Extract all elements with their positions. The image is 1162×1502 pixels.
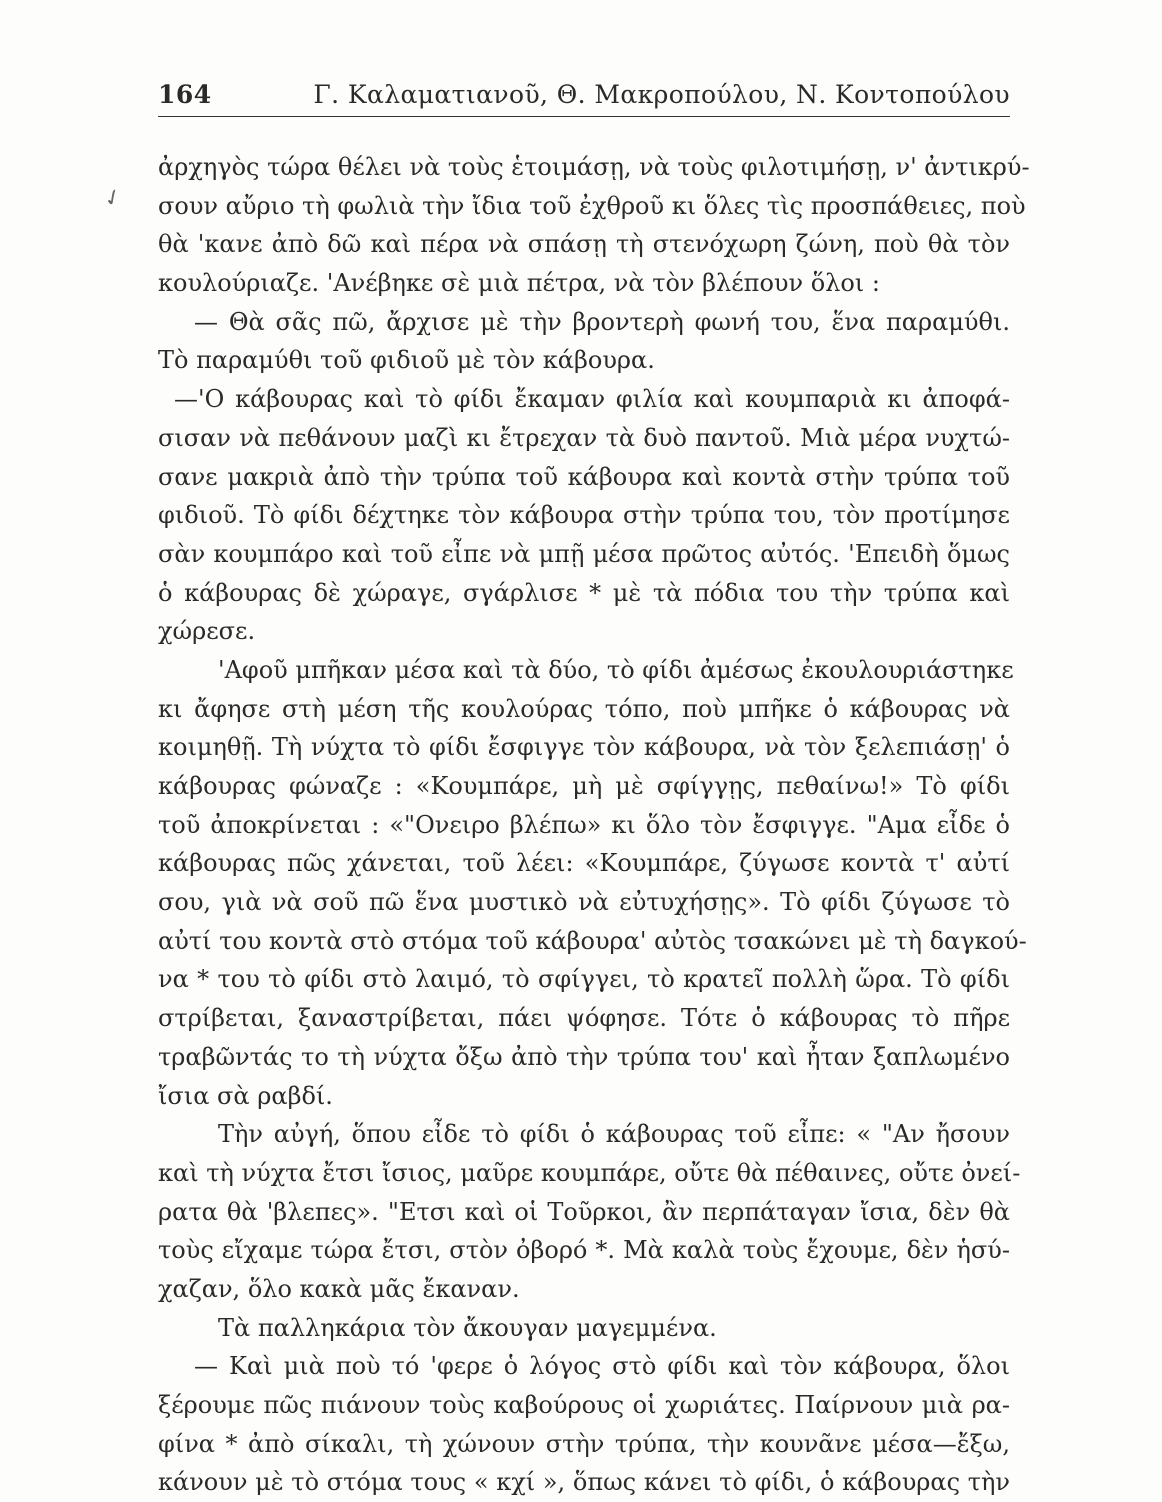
text-line: χώρεσε.	[158, 617, 256, 646]
text-line: Τὴν αὐγή, ὅπου εἶδε τὸ φίδι ὁ κάβουρας τοῦ εἶπε: « "Αν ἤσουν	[218, 1120, 1010, 1149]
text-line: κάνουν μὲ τὸ στόμα τους « κχί », ὅπως κάνει τὸ φίδι, ὁ κάβουρας τὴν	[158, 1468, 1010, 1497]
text-line: φίνα * ἀπὸ σίκαλι, τὴ χώνουν στὴν τρύπα, τὴν κουνᾶνε μέσα—ἔξω,	[158, 1429, 1010, 1458]
text-line: τοῦ ἀποκρίνεται : «"Ονειρο βλέπω» κι ὅλο τὸν ἔσφιγγε. "Αμα εἶδε ὁ	[158, 810, 1010, 839]
text-line: σουν αὔριο τὴ φωλιὰ τὴν ἴδια τοῦ ἐχθροῦ κι ὅλες τὶς προσπάθειες, ποὺ	[158, 191, 1026, 220]
body-text	[158, 148, 1030, 1502]
text-line: 'Αφοῦ μπῆκαν μέσα καὶ τὰ δύο, τὸ φίδι ἀμέσως ἐκουλουριάστηκε	[218, 655, 1014, 684]
text-line: σισαν νὰ πεθάνουν μαζὶ κι ἔτρεχαν τὰ δυὸ παντοῦ. Μιὰ μέρα νυχτώ-	[158, 423, 1010, 452]
page-header	[158, 72, 1010, 117]
text-line: —'Ο κάβουρας καὶ τὸ φίδι ἔκαμαν φιλία καὶ κουμπαριὰ κι ἀποφά-	[174, 385, 1010, 414]
text-line: φιδιοῦ. Τὸ φίδι δέχτηκε τὸν κάβουρα στὴν τρύπα του, τὸν προτίμησε	[158, 501, 1010, 530]
text-line: Τὸ παραμύθι τοῦ φιδιοῦ μὲ τὸν κάβουρα.	[158, 346, 655, 375]
text-line: — Θὰ σᾶς πῶ, ἄρχισε μὲ τὴν βροντερὴ φωνή του, ἕνα παραμύθι.	[194, 307, 1010, 336]
text-line: κάβουρας φώναζε : «Κουμπάρε, μὴ μὲ σφίγγῃς, πεθαίνω!» Τὸ φίδι	[158, 772, 1010, 800]
text-line: στρίβεται, ξαναστρίβεται, πάει ψόφησε. Τότε ὁ κάβουρας τὸ πῆρε	[158, 1004, 1010, 1033]
text-line: σανε μακριὰ ἀπὸ τὴν τρύπα τοῦ κάβουρα καὶ κοντὰ στὴν τρύπα τοῦ	[158, 462, 1010, 491]
text-line: Τὰ παλληκάρια τὸν ἄκουγαν μαγεμμένα.	[218, 1313, 717, 1342]
text-line: τοὺς εἴχαμε τώρα ἔτσι, στὸν ὀβορό *. Μὰ καλὰ τοὺς ἔχουμε, δὲν ἡσύ-	[158, 1236, 1010, 1265]
text-line: ἴσια σὰ ραβδί.	[158, 1081, 333, 1110]
text-line: σου, γιὰ νὰ σοῦ πῶ ἕνα μυστικὸ νὰ εὐτυχήσῃς». Τὸ φίδι ζύγωσε τὸ	[158, 888, 1010, 917]
text-line: ὁ κάβουρας δὲ χώραγε, σγάρλισε * μὲ τὰ πόδια του τὴν τρύπα καὶ	[158, 578, 1010, 607]
text-line: ρατα θὰ 'βλεπες». "Ετσι καὶ οἱ Τοῦρκοι, ἂν περπάταγαν ἴσια, δὲν θὰ	[158, 1197, 1010, 1226]
text-line: αὐτί του κοντὰ στὸ στόμα τοῦ κάβουρα' αὐτὸς τσακώνει μὲ τὴ δαγκού-	[158, 926, 1027, 955]
text-line: ξέρουμε πῶς πιάνουν τοὺς καβούρους οἱ χωριάτες. Παίρνουν μιὰ ρα-	[158, 1391, 1010, 1419]
text-line: κάβουρας πῶς χάνεται, τοῦ λέει: «Κουμπάρε, ζύγωσε κοντὰ τ' αὐτί	[158, 849, 1010, 878]
text-line: κουλούριαζε. 'Ανέβηκε σὲ μιὰ πέτρα, νὰ τὸν βλέπουν ὅλοι :	[158, 269, 880, 298]
text-line: χαζαν, ὅλο κακὰ μᾶς ἔκαναν.	[158, 1274, 520, 1303]
text-line: κοιμηθῇ. Τὴ νύχτα τὸ φίδι ἔσφιγγε τὸν κάβουρα, νὰ τὸν ξελεπιάσῃ' ὁ	[158, 733, 1010, 762]
text-line: σὰν κουμπάρο καὶ τοῦ εἶπε νὰ μπῇ μέσα πρῶτος αὐτός. 'Επειδὴ ὅμως	[158, 539, 1010, 568]
margin-check-mark: ✓	[99, 183, 127, 214]
text-line: θὰ 'κανε ἀπὸ δῶ καὶ πέρα νὰ σπάσῃ τὴ στενόχωρη ζώνη, ποὺ θὰ τὸν	[158, 230, 1010, 259]
text-line: ἀρχηγὸς τώρα θέλει νὰ τοὺς ἑτοιμάσῃ, νὰ τοὺς φιλοτιμήσῃ, ν' ἀντικρύ-	[158, 153, 1030, 181]
text-line: — Καὶ μιὰ ποὺ τό 'φερε ὁ λόγος στὸ φίδι καὶ τὸν κάβουρα, ὅλοι	[194, 1352, 1010, 1381]
running-head: Γ. Καλαματιανοῦ, Θ. Μακροπούλου, Ν. Κοντοπούλου	[313, 80, 1010, 109]
text-line: καὶ τὴ νύχτα ἔτσι ἴσιος, μαῦρε κουμπάρε, οὔτε θὰ πέθαινες, οὔτε ὀνεί-	[158, 1158, 1021, 1187]
text-line: τραβῶντάς το τὴ νύχτα ὄξω ἀπὸ τὴν τρύπα του' καὶ ἦταν ξαπλωμένο	[158, 1042, 1010, 1071]
text-line: να * του τὸ φίδι στὸ λαιμό, τὸ σφίγγει, τὸ κρατεῖ πολλὴ ὥρα. Τὸ φίδι	[158, 965, 1010, 994]
page-number: 164	[158, 80, 212, 109]
text-line: κι ἄφησε στὴ μέση τῆς κουλούρας τόπο, ποὺ μπῆκε ὁ κάβουρας νὰ	[158, 694, 1010, 723]
